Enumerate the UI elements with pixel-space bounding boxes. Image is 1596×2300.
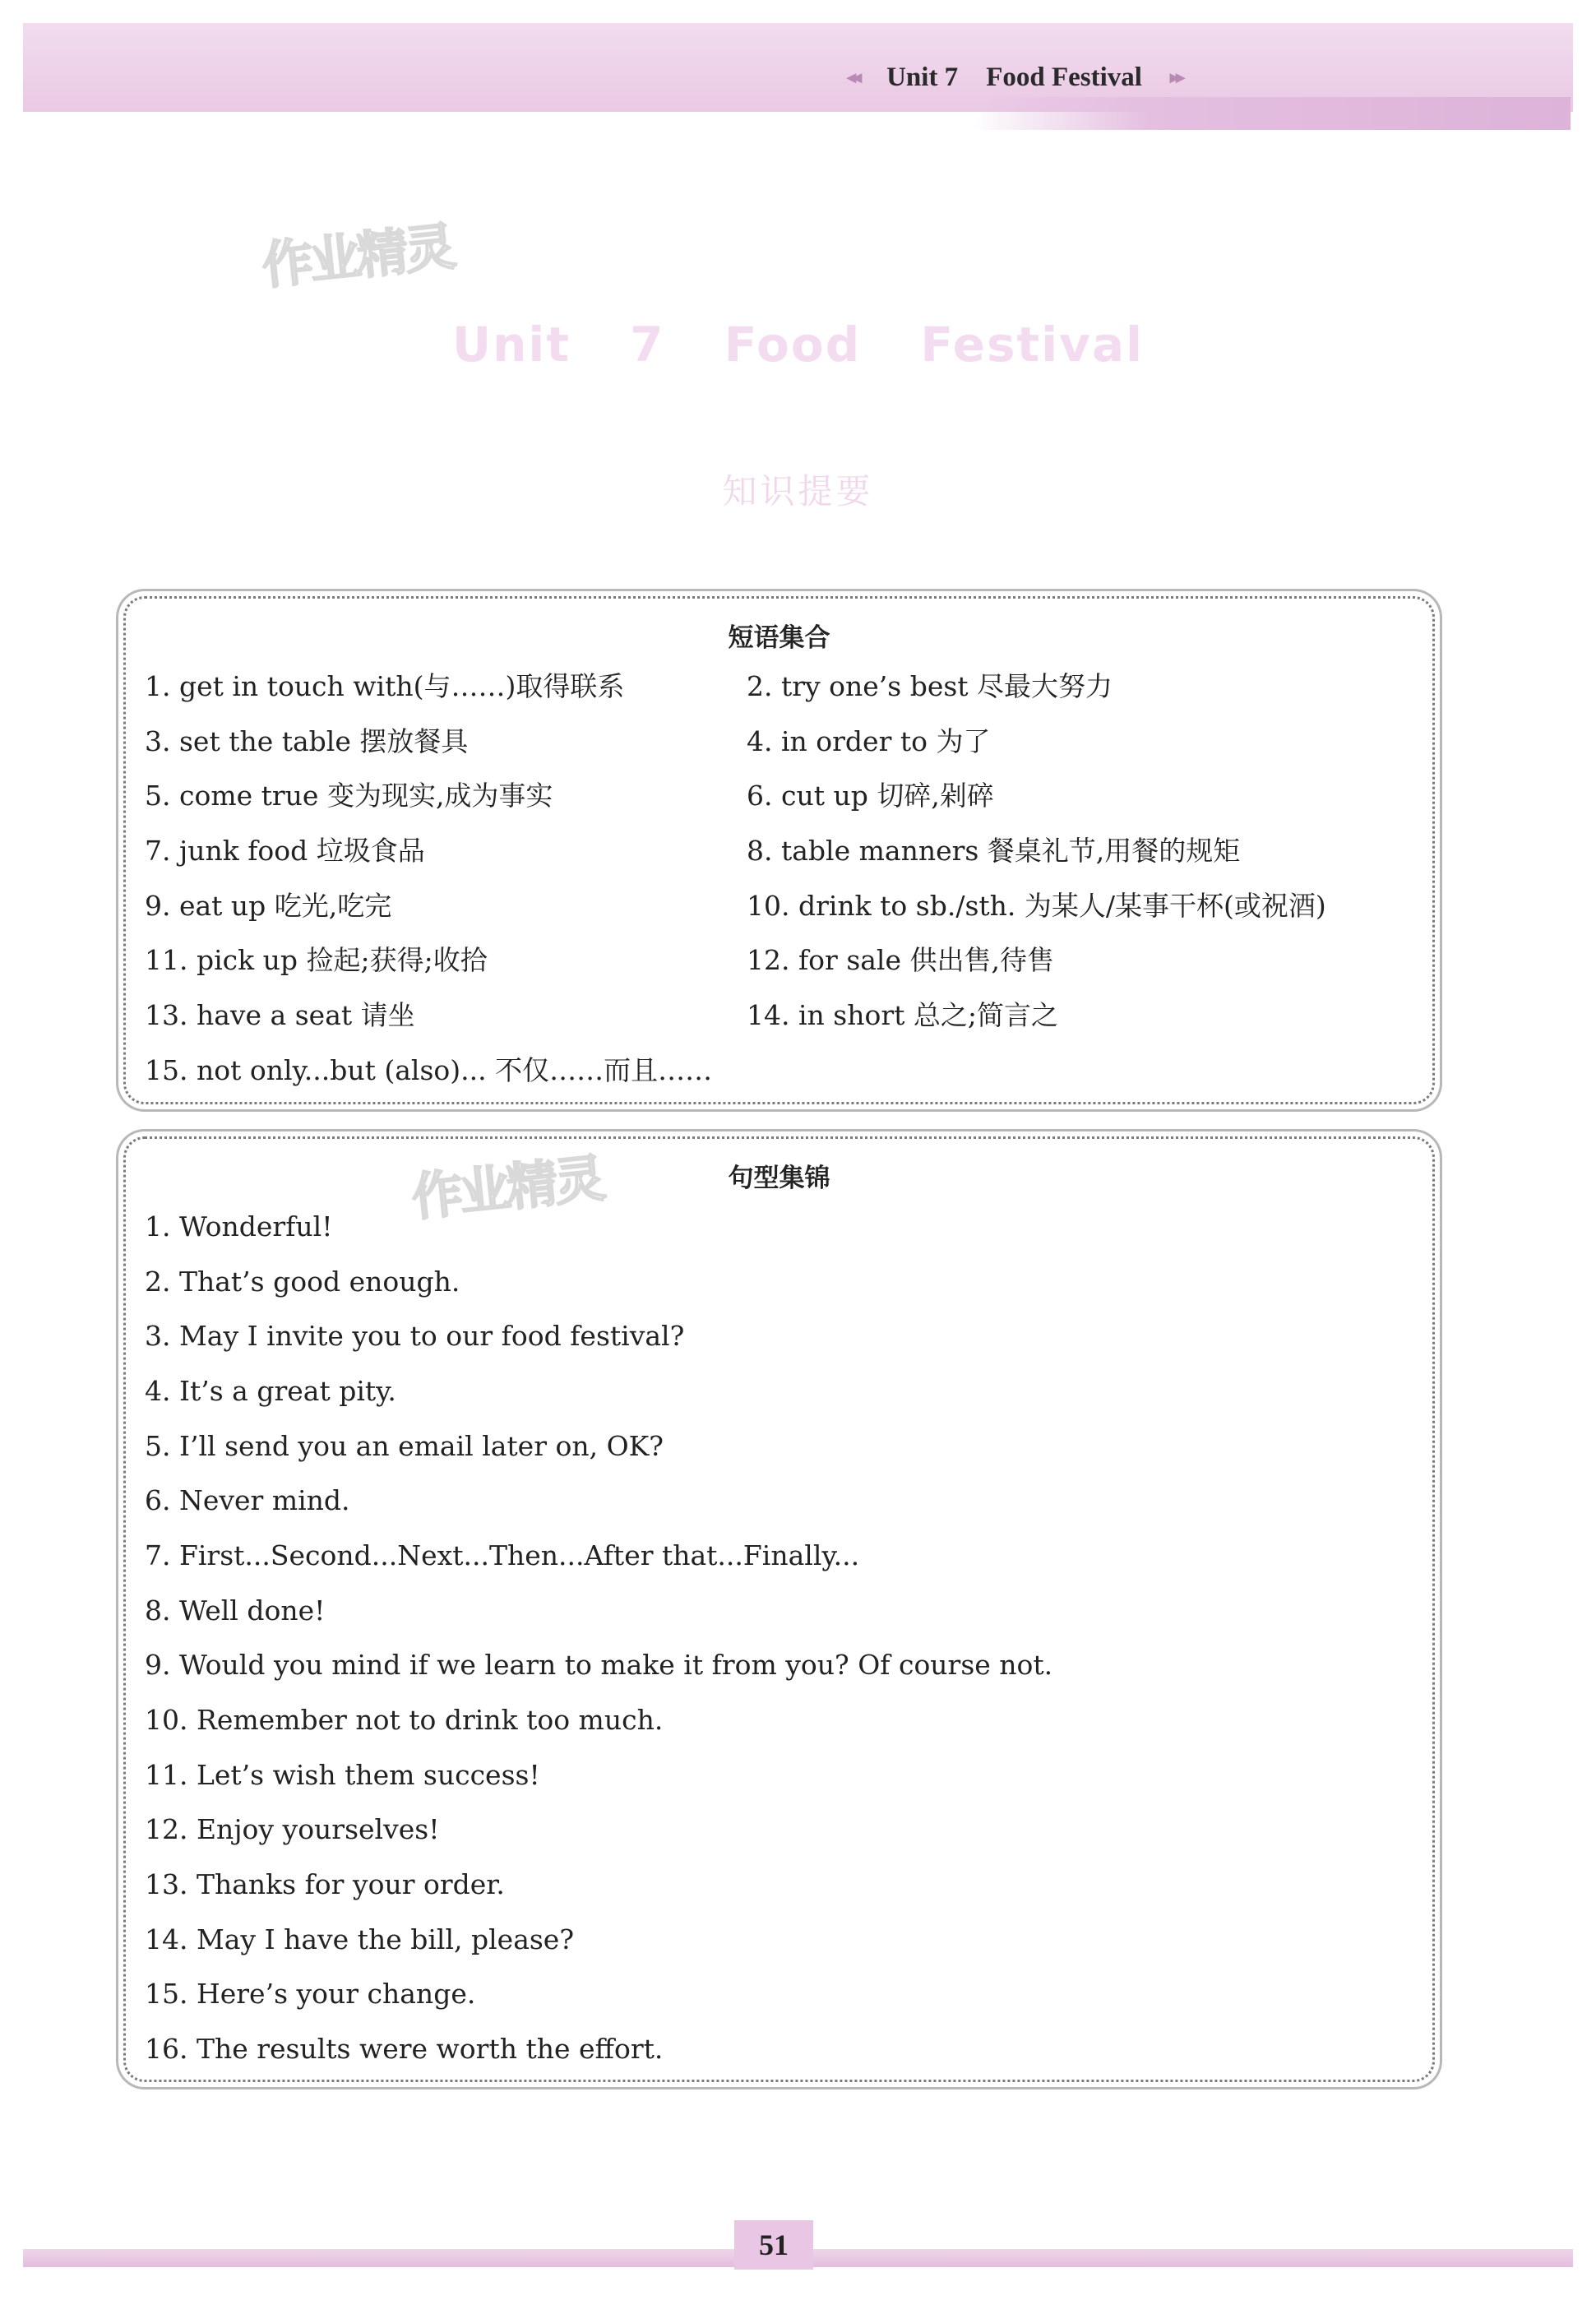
phrase-item: 7. junk food 垃圾食品	[145, 835, 425, 867]
sentence-item: 8. Well done!	[145, 1594, 326, 1627]
header-diagonal-stripe	[970, 97, 1571, 130]
watermark-top: 作业精灵	[259, 216, 456, 296]
section-label: 知识提要	[722, 471, 874, 511]
sentence-item: 11. Let’s wish them success!	[145, 1759, 540, 1791]
phrase-item: 2. try one’s best 尽最大努力	[747, 670, 1113, 702]
phrase-item: 1. get in touch with(与……)取得联系	[145, 670, 625, 702]
sentences-heading: 句型集锦	[728, 1164, 830, 1193]
sentence-item: 5. I’ll send you an email later on, OK?	[145, 1430, 664, 1462]
sentence-item: 10. Remember not to drink too much.	[145, 1704, 664, 1736]
phrase-item: 5. come true 变为现实,成为事实	[145, 780, 553, 812]
sentence-item: 2. That’s good enough.	[145, 1266, 460, 1298]
sentence-item: 16. The results were worth the effort.	[145, 2033, 664, 2065]
sentence-item: 12. Enjoy yourselves!	[145, 1813, 440, 1845]
page-number: 51	[734, 2220, 813, 2270]
phrase-item: 10. drink to sb./sth. 为某人/某事干杯(或祝酒)	[747, 890, 1326, 922]
phrase-item: 12. for sale 供出售,待售	[747, 944, 1054, 976]
phrase-item: 6. cut up 切碎,剁碎	[747, 780, 994, 812]
header-unit: Unit 7	[886, 62, 959, 92]
phrase-item: 15. not only...but (also)... 不仅……而且……	[145, 1054, 713, 1086]
sentence-item: 13. Thanks for your order.	[145, 1868, 505, 1900]
phrase-item: 3. set the table 摆放餐具	[145, 725, 469, 757]
phrase-item: 14. in short 总之;简言之	[747, 999, 1058, 1031]
phrase-item: 11. pick up 捡起;获得;收拾	[145, 944, 488, 976]
phrases-heading: 短语集合	[728, 623, 830, 653]
phrase-item: 9. eat up 吃光,吃完	[145, 890, 392, 922]
sentence-item: 7. First...Second...Next...Then...After that...Finally...	[145, 1539, 860, 1571]
sentence-item: 15. Here’s your change.	[145, 1978, 476, 2010]
phrase-item: 4. in order to 为了	[747, 725, 991, 757]
watermark-box: 作业精灵	[409, 1148, 605, 1228]
left-arrows-icon: ◂◂	[847, 67, 859, 87]
header-topic: Food Festival	[986, 62, 1142, 92]
phrase-item: 8. table manners 餐桌礼节,用餐的规矩	[747, 835, 1241, 867]
sentence-item: 6. Never mind.	[145, 1484, 350, 1516]
sentence-item: 3. May I invite you to our food festival?	[145, 1320, 685, 1352]
phrase-item: 13. have a seat 请坐	[145, 999, 415, 1031]
page-title: Unit 7 Food Festival	[452, 317, 1144, 373]
sentence-item: 9. Would you mind if we learn to make it from you? Of course not.	[145, 1649, 1053, 1681]
running-header	[847, 59, 1182, 95]
right-arrows-icon: ▸▸	[1169, 67, 1182, 87]
sentence-item: 1. Wonderful!	[145, 1210, 333, 1243]
sentence-item: 14. May I have the bill, please?	[145, 1923, 575, 1955]
sentence-item: 4. It’s a great pity.	[145, 1375, 396, 1407]
